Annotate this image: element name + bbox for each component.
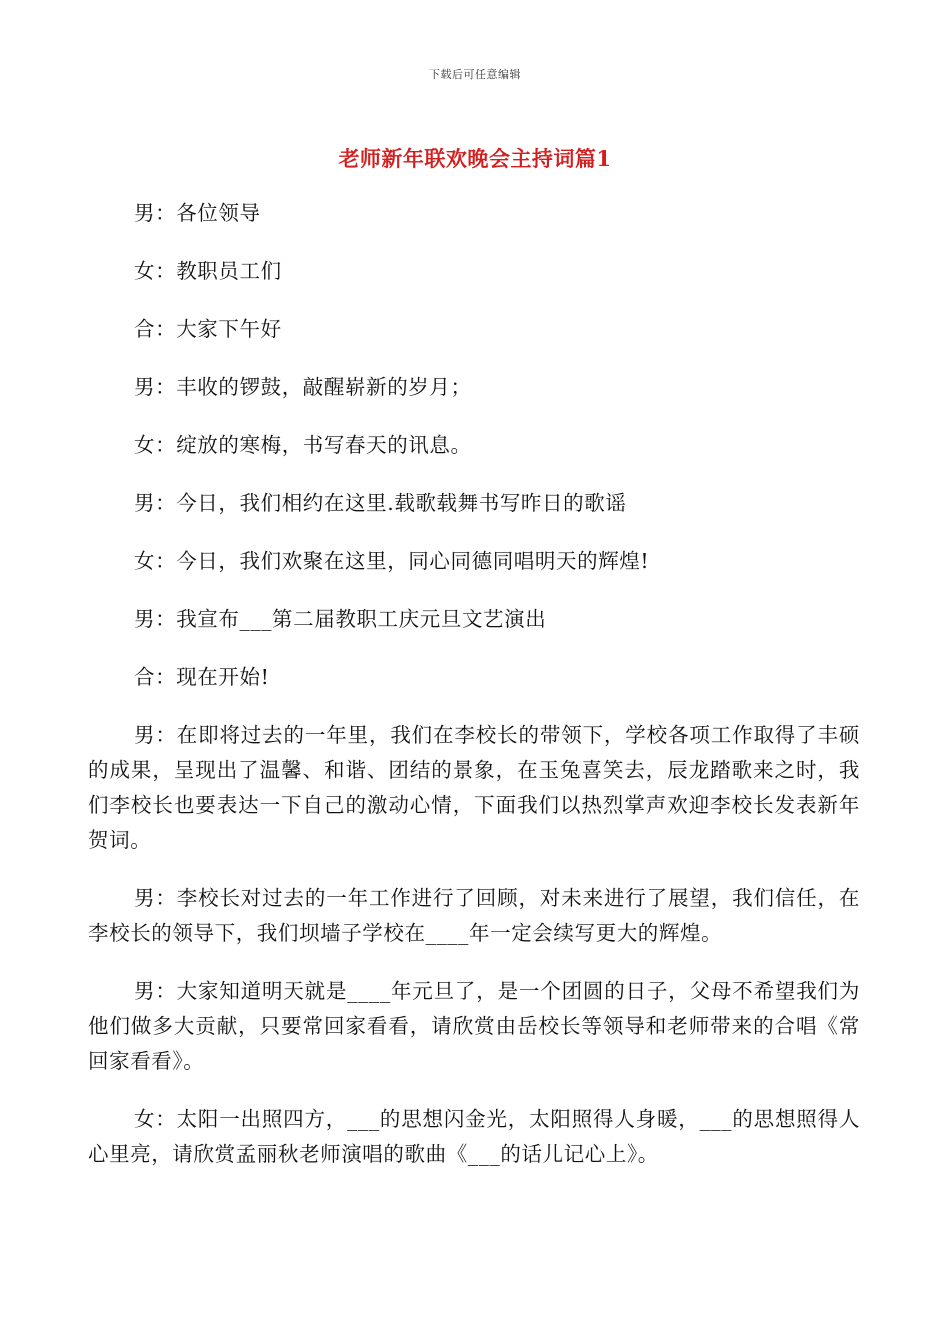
paragraph: 男：今日，我们相约在这里.载歌载舞书写昨日的歌谣 — [134, 491, 627, 515]
paragraph: 合：大家下午好 — [134, 317, 282, 341]
paragraph: 女：教职员工们 — [134, 259, 282, 283]
paragraph: 男：我宣布___第二届教职工庆元旦文艺演出 — [134, 607, 547, 631]
paragraph: 男：丰收的锣鼓，敲醒崭新的岁月； — [134, 375, 472, 399]
paragraph: 男：各位领导 — [134, 201, 261, 225]
paragraph: 女：太阳一出照四方，___的思想闪金光，太阳照得人身暖，___的思想照得人心里亮，请欣赏孟丽秋老师演唱的歌曲《___的话儿记心上》。 — [88, 1107, 860, 1166]
paragraph: 合：现在开始! — [134, 665, 270, 689]
paragraph: 男：李校长对过去的一年工作进行了回顾，对未来进行了展望，我们信任，在李校长的领导下，我们坝墙子学校在____年一定会续写更大的辉煌。 — [88, 886, 860, 945]
paragraph: 女：绽放的寒梅，书写春天的讯息。 — [134, 433, 472, 457]
paragraph: 男：大家知道明天就是____年元旦了，是一个团圆的日子，父母不希望我们为他们做多大贡献，只要常回家看看，请欣赏由岳校长等领导和老师带来的合唱《常回家看看》。 — [88, 979, 860, 1073]
document-body — [88, 196, 860, 1195]
paragraph: 男：在即将过去的一年里，我们在李校长的带领下，学校各项工作取得了丰硕的成果，呈现出了温馨、和谐、团结的景象，在玉兔喜笑去，辰龙踏歌来之时，我们李校长也要表达一下自己的激动心情，下面我们以热烈掌声欢迎李校长发表新年贺词。 — [88, 723, 860, 852]
header-note: 下载后可任意编辑 — [429, 68, 521, 81]
document-title: 老师新年联欢晚会主持词篇1 — [338, 146, 612, 171]
paragraph: 女：今日，我们欢聚在这里，同心同德同唱明天的辉煌! — [134, 549, 650, 573]
